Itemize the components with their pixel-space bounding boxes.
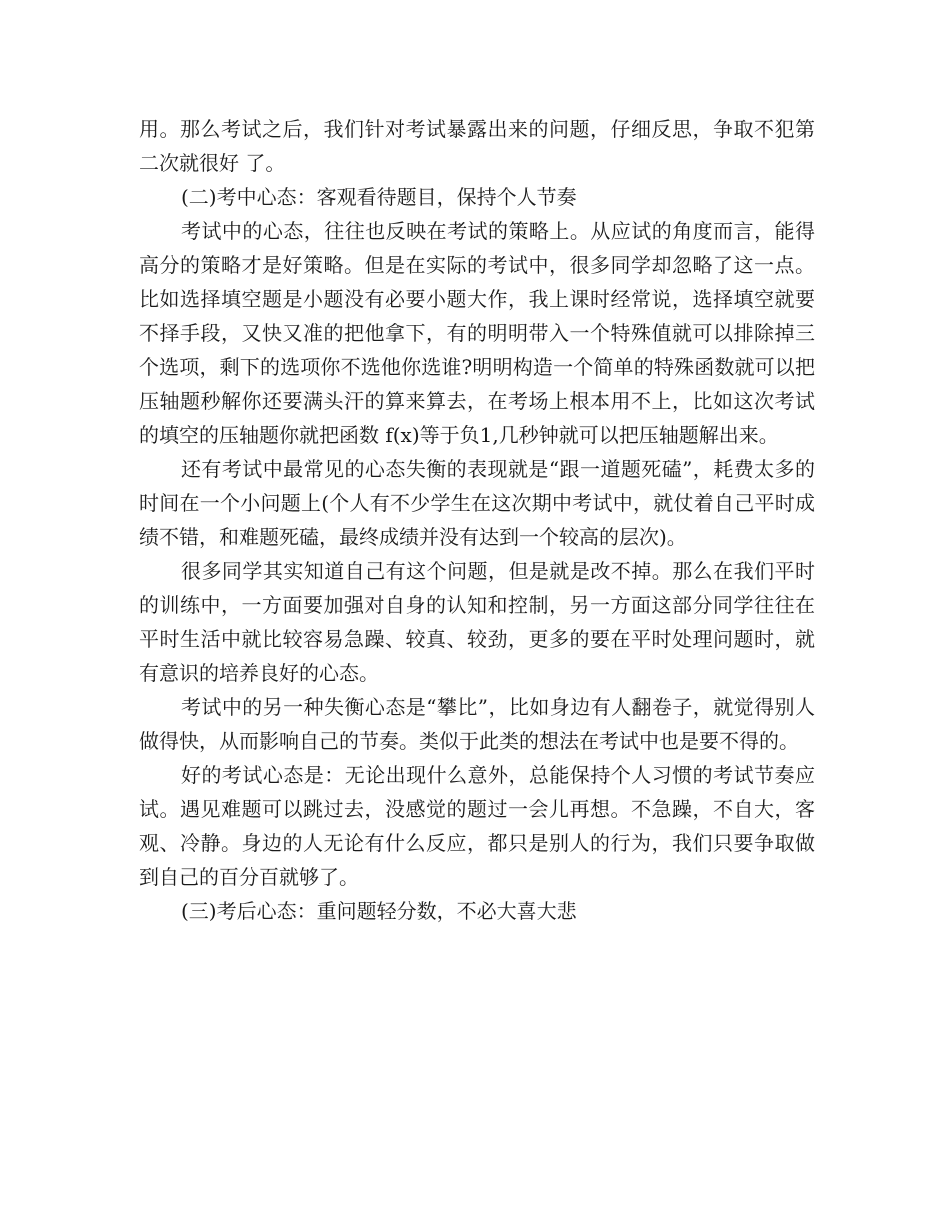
paragraph-continuation: 用。那么考试之后，我们针对考试暴露出来的问题，仔细反思，争取不犯第二次就很好 了。 [139,117,815,175]
paragraph-self-control: 很多同学其实知道自己有这个问题，但是就是改不掉。那么在我们平时的训练中，一方面要加强对自身的认知和控制，另一方面这部分同学往往在平时生活中就比较容易急躁、较真、较劲，更多的要在平时处理问题时，就有意识的培养良好的心态。 [139,559,815,685]
paragraph-exam-strategy: 考试中的心态，往往也反映在考试的策略上。从应试的角度而言，能得高分的策略才是好策略。但是在实际的考试中，很多同学却忽略了这一点。比如选择填空题是小题没有必要小题大作，我上课时经常说，选择填空就要不择手段，又快又准的把他拿下，有的明明带入一个特殊值就可以排除掉三个选项，剩下的选项你不选他你选谁?明明构造一个简单的特殊函数就可以把压轴题秒解你还要满头汗的算来算去，在考场上根本用不上，比如这次考试的填空的压轴题你就把函数 f(x)等于负1,几秒钟就可以把压轴题解出来。 [139,219,815,447]
paragraph-good-mindset: 好的考试心态是：无论出现什么意外，总能保持个人习惯的考试节奏应试。遇见难题可以跳过去，没感觉的题过一会儿再想。不急躁，不自大，客观、冷静。身边的人无论有什么反应，都只是别人的行为，我们只要争取做到自己的百分百就够了。 [139,763,815,889]
section-heading-after-exam: (三)考后心态：重问题轻分数，不必大喜大悲 [181,899,577,923]
paragraph-comparison-mindset: 考试中的另一种失衡心态是“攀比”，比如身边有人翻卷子，就觉得别人做得快，从而影响自己的节奏。类似于此类的想法在考试中也是要不得的。 [139,695,815,753]
document-body [139,112,815,928]
section-heading-during-exam: (二)考中心态：客观看待题目，保持个人节奏 [181,185,577,209]
paragraph-stuck-on-problem: 还有考试中最常见的心态失衡的表现就是“跟一道题死磕”，耗费太多的时间在一个小问题上(个人有不少学生在这次期中考试中，就仗着自己平时成绩不错，和难题死磕，最终成绩并没有达到一个较高的层次)。 [139,457,815,549]
